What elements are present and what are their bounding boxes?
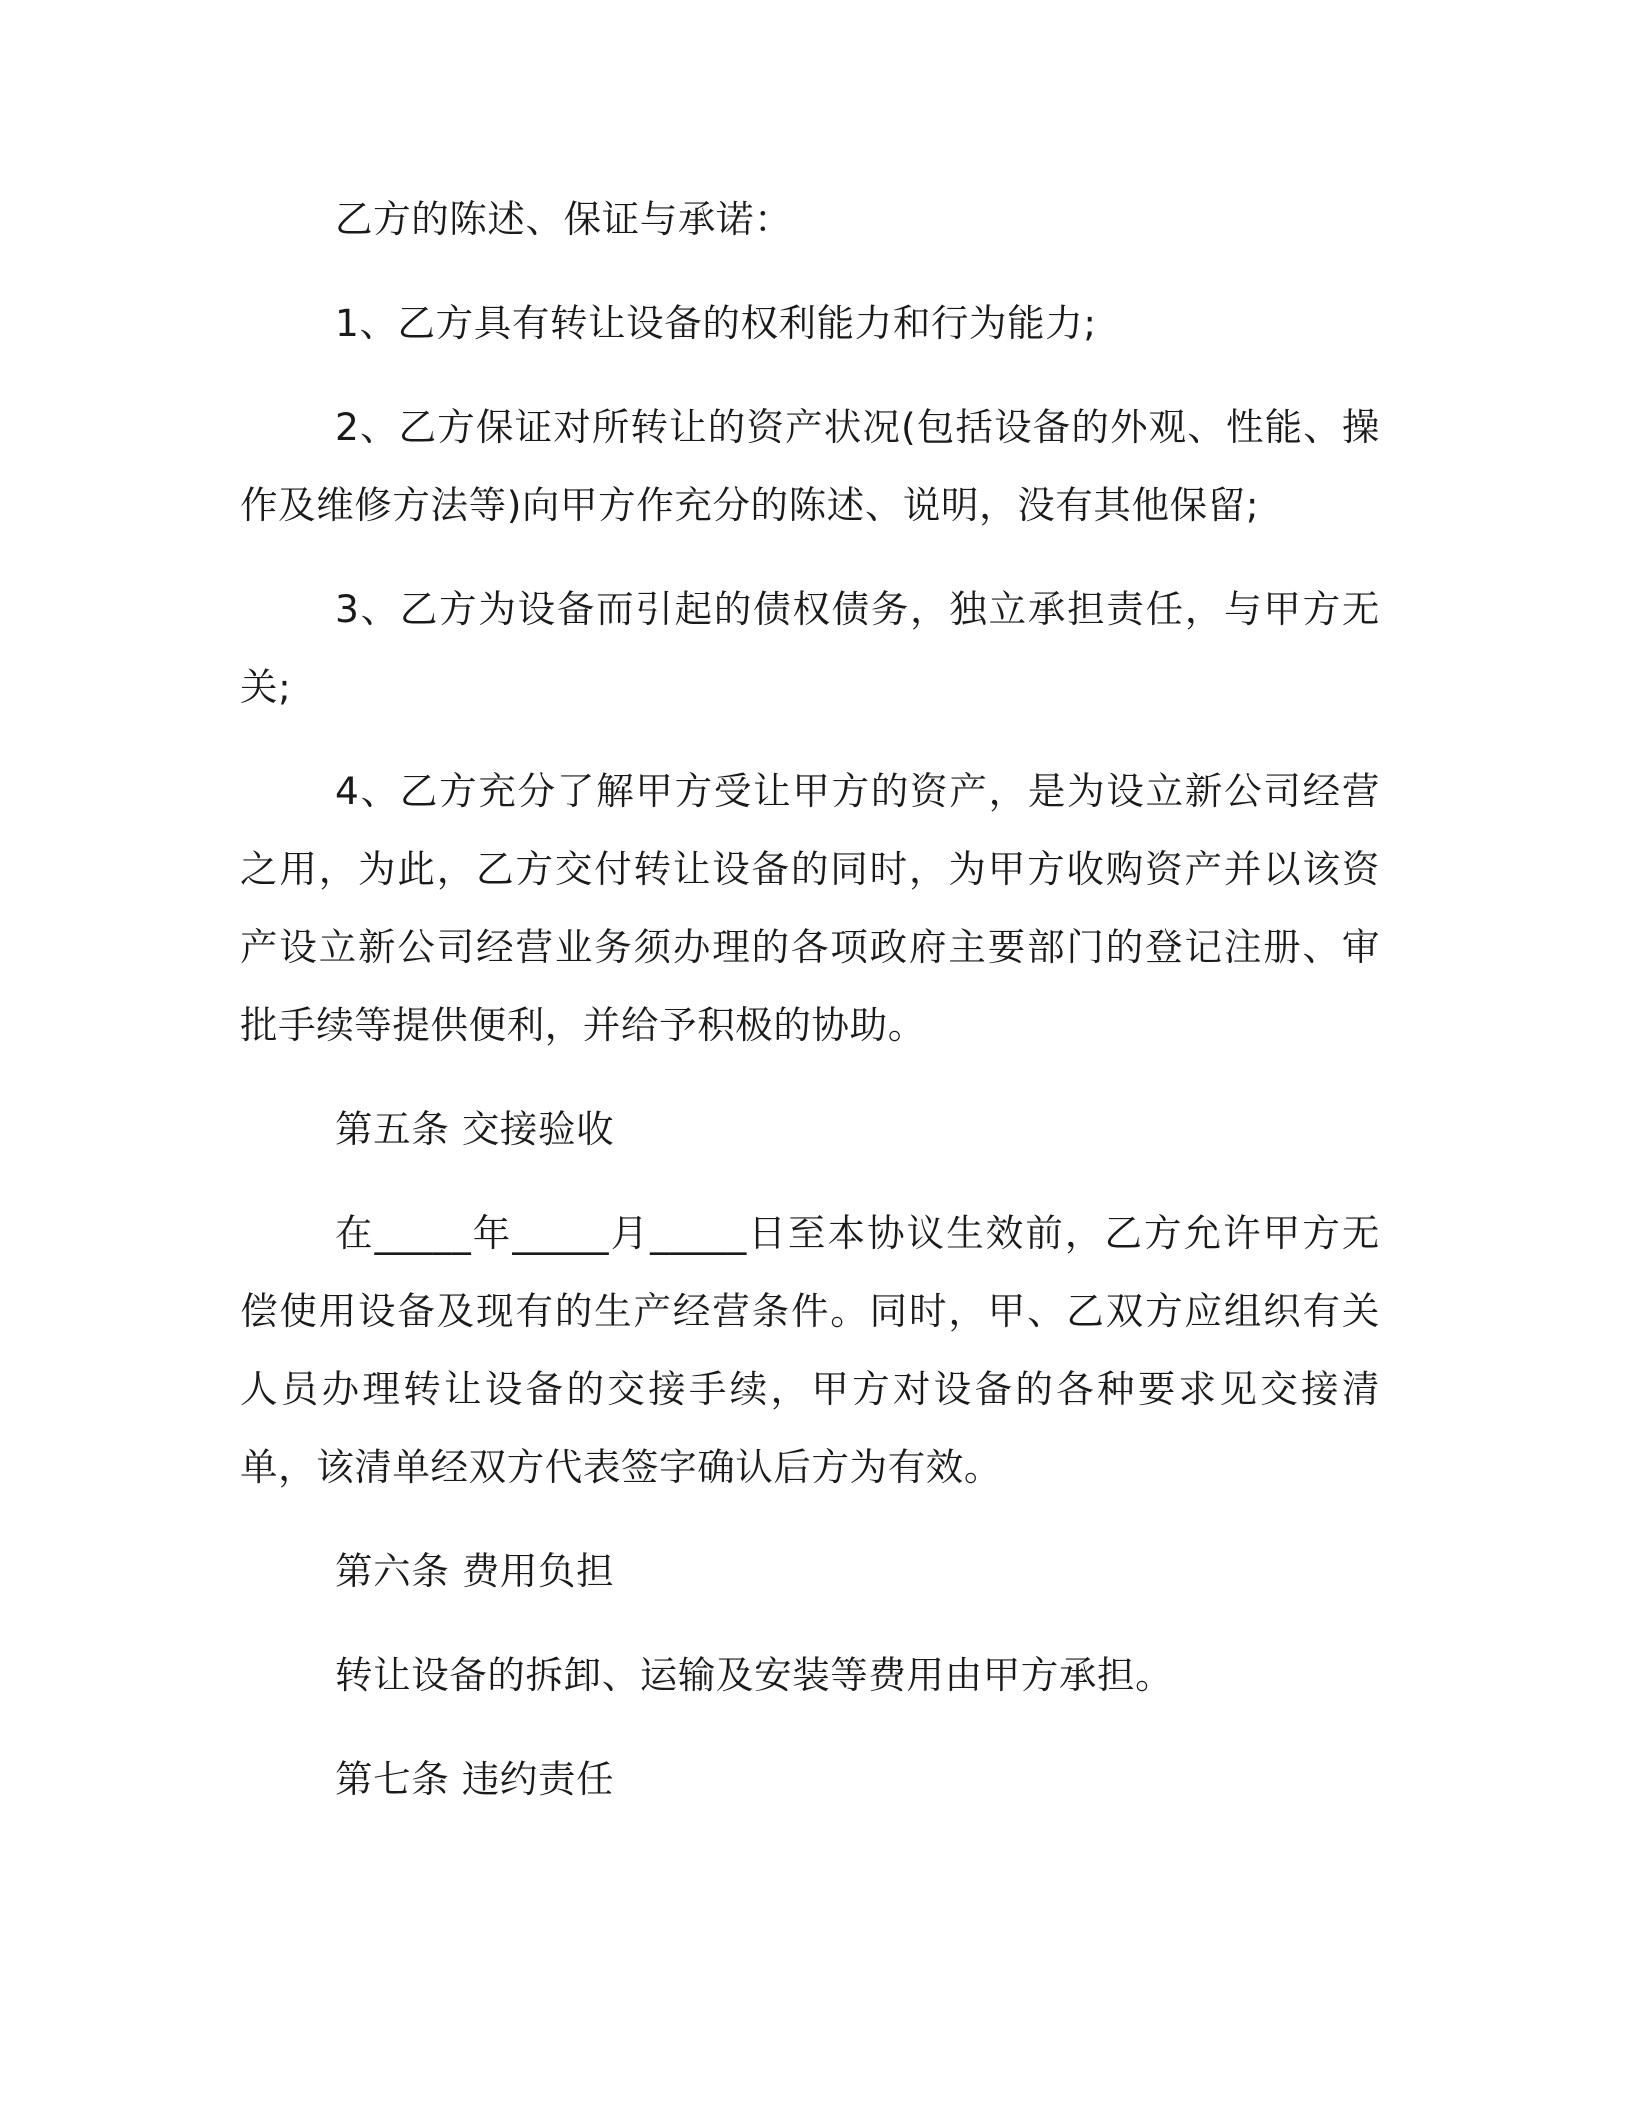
document-body (240, 180, 1380, 1818)
paragraph-gap (240, 1506, 1380, 1532)
section-heading-article-7: 第七条 违约责任 (335, 1757, 615, 1801)
paragraph-item-4: 4、乙方充分了解甲方受让甲方的资产，是为设立新公司经营之用，为此，乙方交付转让设备的同时，为甲方收购资产并以该资产设立新公司经营业务须办理的各项政府主要部门的登记注册、审批手续等提供便利，并给予积极的协助。 (240, 769, 1380, 1047)
paragraph-item-3: 3、乙方为设备而引起的债权债务，独立承担责任，与甲方无关; (240, 587, 1380, 709)
paragraph-gap (240, 1064, 1380, 1090)
paragraph-gap (240, 544, 1380, 570)
section-heading-article-6: 第六条 费用负担 (335, 1549, 615, 1593)
section-heading-article-5: 第五条 交接验收 (335, 1107, 615, 1151)
paragraph-gap (240, 726, 1380, 752)
paragraph-item-2: 2、乙方保证对所转让的资产状况(包括设备的外观、性能、操作及维修方法等)向甲方作充分的陈述、说明，没有其他保留; (240, 405, 1380, 527)
paragraph-party-b-statement-intro: 乙方的陈述、保证与承诺： (335, 197, 793, 241)
paragraph-gap (240, 1610, 1380, 1636)
paragraph-gap (240, 1714, 1380, 1740)
paragraph-handover-acceptance: 在_____年_____月_____日至本协议生效前，乙方允许甲方无偿使用设备及现有的生产经营条件。同时，甲、乙双方应组织有关人员办理转让设备的交接手续，甲方对设备的各种要求见交接清单，该清单经双方代表签字确认后方为有效。 (240, 1211, 1380, 1489)
paragraph-cost-burden: 转让设备的拆卸、运输及安装等费用由甲方承担。 (335, 1653, 1174, 1697)
paragraph-gap (240, 258, 1380, 284)
paragraph-item-1: 1、乙方具有转让设备的权利能力和行为能力; (335, 301, 1097, 345)
paragraph-gap (240, 362, 1380, 388)
paragraph-gap (240, 1168, 1380, 1194)
